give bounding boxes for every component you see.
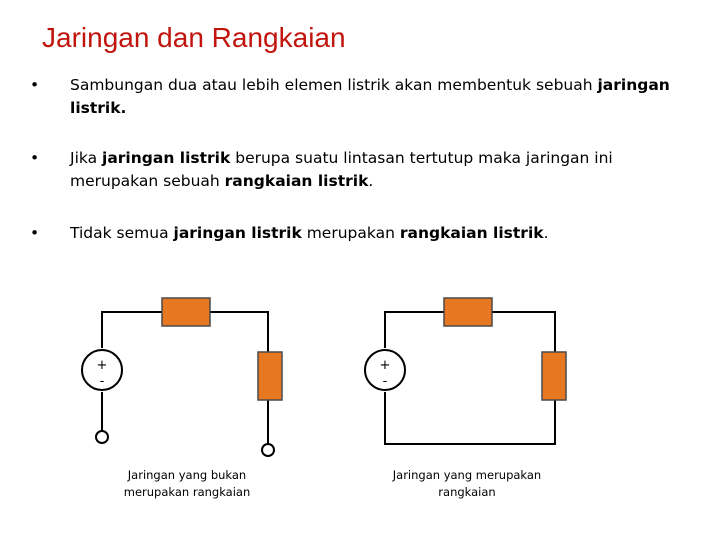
bullet-text: .	[368, 171, 374, 190]
bullet-text: berupa suatu lintasan tertutup maka jaringan ini merupakan sebuah	[70, 148, 613, 190]
caption-line: Jaringan yang bukan	[127, 468, 247, 482]
bullet-text: Jika	[70, 148, 103, 167]
bullet-emphasis: jaringan listrik	[102, 148, 231, 167]
bullet-text: merupakan	[301, 224, 400, 242]
open-network-diagram	[82, 298, 282, 456]
plus-sign: +	[379, 358, 391, 373]
minus-sign: -	[99, 374, 105, 389]
bullet-text: Sambungan dua atau lebih elemen listrik akan membentuk sebuah	[70, 76, 598, 94]
open-terminal	[96, 431, 108, 443]
bullet-emphasis: rangkaian listrik	[224, 171, 369, 190]
bullet-text: Tidak semua	[70, 224, 174, 242]
bullet-marker: •	[30, 76, 40, 94]
closed-circuit-diagram	[365, 298, 566, 444]
caption-line: merupakan rangkaian	[123, 484, 251, 499]
bullet-emphasis: rangkaian listrik	[399, 224, 544, 242]
minus-sign: -	[382, 374, 388, 389]
bullet-marker: •	[30, 148, 40, 167]
left-diagram-caption	[87, 467, 287, 500]
resistor-element	[258, 352, 282, 400]
caption-line: Jaringan yang merupakan	[392, 468, 542, 482]
right-diagram-caption	[367, 467, 567, 500]
open-terminal	[262, 444, 274, 456]
resistor-element	[162, 298, 210, 326]
plus-sign: +	[96, 358, 108, 373]
bullet-emphasis: jaringan listrik.	[70, 76, 670, 118]
resistor-element	[444, 298, 492, 326]
resistor-element	[542, 352, 566, 400]
bullet-marker: •	[30, 224, 40, 242]
caption-line: rangkaian	[438, 484, 496, 499]
bullet-text: .	[543, 224, 549, 242]
wire	[385, 392, 555, 444]
bullet-emphasis: jaringan listrik	[173, 224, 302, 242]
slide-title: Jaringan dan Rangkaian	[42, 22, 346, 53]
